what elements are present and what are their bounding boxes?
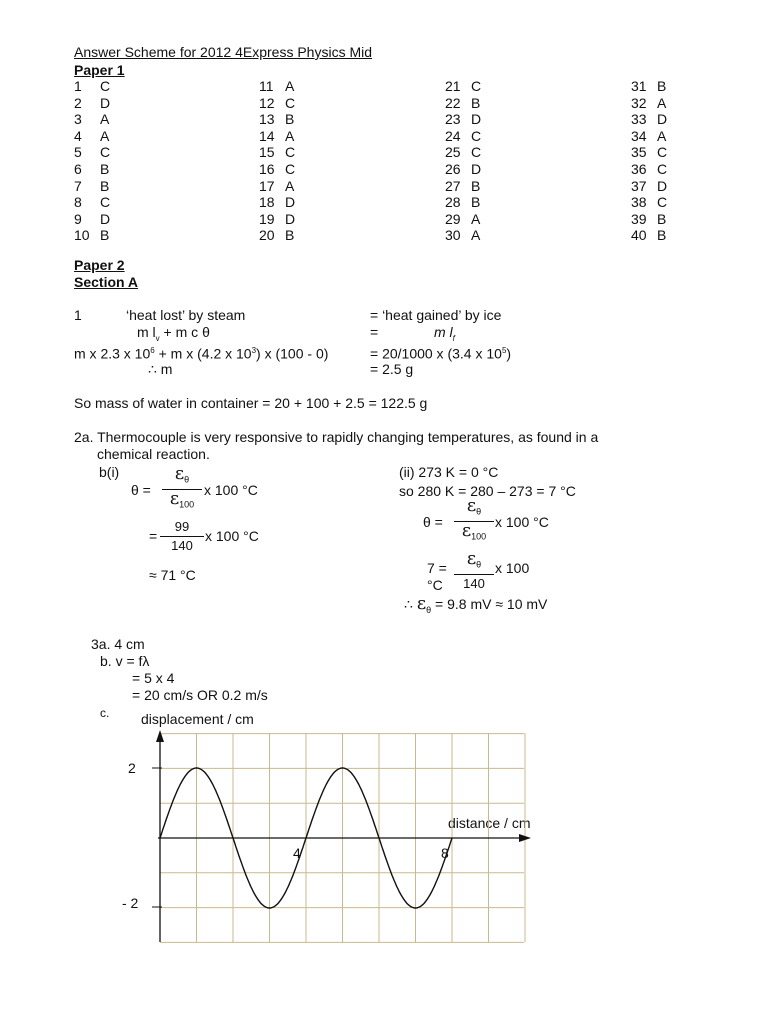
question-number: 32 (631, 94, 647, 111)
answer-letter: D (100, 94, 111, 111)
q2ii-line1: (ii) 273 K = 0 °C (399, 464, 499, 480)
q1-summary: So mass of water in container = 20 + 100 + 2.5 = 122.5 g (74, 395, 428, 411)
answer-letter: C (471, 127, 482, 144)
section-a-heading: Section A (74, 274, 139, 290)
answer-letter: D (657, 111, 668, 128)
answer-letter: A (100, 111, 110, 128)
q2ii-theta-eq: θ = (423, 514, 443, 530)
q1-number: 1 (74, 307, 82, 323)
question-number: 21 (445, 78, 461, 94)
graph-xlabel: distance / cm (448, 815, 531, 831)
question-number: 12 (259, 94, 275, 111)
y-axis-arrow (156, 730, 164, 742)
q2ii-degc: °C (427, 577, 443, 593)
answer-letter: A (657, 94, 667, 111)
question-number: 17 (259, 177, 275, 194)
answer-letter: C (100, 194, 111, 211)
q2ii-seven-eq: 7 = (427, 560, 447, 576)
question-number: 27 (445, 177, 461, 194)
q2ii-fraction-eps: $\varepsilon_\theta$ $\varepsilon_{100}$ (454, 498, 494, 544)
question-number: 20 (259, 227, 275, 244)
graph-ylabel: displacement / cm (141, 711, 254, 727)
question-number: 23 (445, 111, 461, 128)
answer-letter: B (100, 177, 110, 194)
answer-letter: B (471, 177, 481, 194)
answer-letter: D (285, 210, 296, 227)
answer-letter: C (285, 160, 296, 177)
answer-letter: B (657, 227, 667, 244)
graph-tick-x-8: 8 (441, 845, 449, 861)
question-number: 8 (74, 194, 82, 211)
answer-letter: D (285, 194, 296, 211)
question-number: 22 (445, 94, 461, 111)
q2a-line1: 2a. Thermocouple is very responsive to rapidly changing temperatures, as found in a (74, 429, 599, 445)
answer-letter: C (285, 144, 296, 161)
answer-letter: B (657, 210, 667, 227)
question-number: 3 (74, 111, 82, 128)
q1-line1-right: = ‘heat gained’ by ice (370, 307, 502, 323)
q2ii-times100: x 100 °C (495, 514, 549, 530)
q1-line4-right: = 2.5 g (370, 361, 414, 377)
question-number: 9 (74, 210, 82, 227)
answer-letter: C (100, 144, 111, 161)
answer-letter: A (100, 127, 110, 144)
q1-line2-left: m $l_v + m$ c θ (137, 324, 210, 343)
q2bi-fraction-eps: $\varepsilon_\theta$ $\varepsilon_{100}$ (162, 466, 202, 512)
paper2-heading: Paper 2 (74, 257, 125, 273)
answer-letter: D (657, 177, 668, 194)
q2bi-times100-b: x 100 °C (205, 528, 259, 544)
q2bi-times100: x 100 °C (204, 482, 258, 498)
q2ii-result: ∴ $\varepsilon_\theta = 9.8$ mV ≈ 10 mV (404, 593, 548, 615)
answer-letter: C (285, 94, 296, 111)
question-number: 34 (631, 127, 647, 144)
answer-letter: A (285, 78, 295, 94)
question-number: 7 (74, 177, 82, 194)
answer-letter: B (100, 160, 110, 177)
question-number: 30 (445, 227, 461, 244)
answer-letter: B (471, 194, 481, 211)
graph-tick-x-4: 4 (293, 845, 301, 861)
q1-line1-left: ‘heat lost’ by steam (126, 307, 246, 323)
answer-letter: B (285, 227, 295, 244)
answer-letter: A (657, 127, 667, 144)
question-number: 6 (74, 160, 82, 177)
q3c-label: c. (100, 706, 110, 720)
question-number: 28 (445, 194, 461, 211)
question-number: 39 (631, 210, 647, 227)
question-number: 4 (74, 127, 82, 144)
answer-letter: A (285, 177, 295, 194)
question-number: 37 (631, 177, 647, 194)
answer-letter: A (471, 210, 481, 227)
q2bi-theta-eq: θ = (131, 482, 151, 498)
answer-letter: C (657, 194, 668, 211)
q1-line4-left: ∴ m (148, 361, 173, 377)
graph-tick-y-neg: - 2 (122, 895, 139, 911)
question-number: 2 (74, 94, 82, 111)
question-number: 16 (259, 160, 275, 177)
graph-tick-y-pos: 2 (128, 760, 136, 776)
q1-line2-equals: = (370, 324, 379, 340)
question-number: 14 (259, 127, 275, 144)
paper1-heading: Paper 1 (74, 62, 125, 78)
question-number: 25 (445, 144, 461, 161)
q1-line3-left: m x 2.3 x $10^6 + m$ x (4.2 x $10^3$) x (100 - 0) (74, 345, 329, 362)
question-number: 24 (445, 127, 461, 144)
q2ii-line2: so 280 K = 280 – 273 = 7 °C (399, 483, 576, 499)
question-number: 1 (74, 78, 82, 94)
answer-letter: D (100, 210, 111, 227)
question-number: 11 (259, 78, 274, 94)
q2bi-result: ≈ 71 °C (149, 567, 196, 583)
answer-letter: B (285, 111, 295, 128)
q2ii-fraction-eps-140: $\varepsilon_\theta$ 140 (454, 551, 494, 592)
q3b-line1: b. v = fλ (100, 653, 150, 669)
q1-line2-right: m $l_f$ (434, 324, 455, 343)
answer-letter: C (471, 144, 482, 161)
q1-line3-right: = 20/1000 x (3.4 x $10^5$) (370, 345, 512, 362)
q2bi-fraction-99-140: 99 140 (160, 519, 204, 554)
question-number: 26 (445, 160, 461, 177)
q3b-line3: = 20 cm/s OR 0.2 m/s (132, 687, 268, 703)
answer-letter: D (471, 111, 482, 128)
q2bi-label: b(i) (99, 464, 120, 480)
answer-letter: D (471, 160, 482, 177)
question-number: 15 (259, 144, 275, 161)
question-number: 36 (631, 160, 647, 177)
question-number: 38 (631, 194, 647, 211)
answer-letter: C (657, 160, 668, 177)
question-number: 13 (259, 111, 275, 128)
answer-letter: B (471, 94, 481, 111)
answer-letter: C (657, 144, 668, 161)
answer-letter: B (100, 227, 110, 244)
question-number: 31 (631, 78, 647, 94)
question-number: 29 (445, 210, 461, 227)
q3b-line2: = 5 x 4 (132, 670, 175, 686)
q2ii-times100-b: x 100 (495, 560, 530, 576)
q2bi-eq2-prefix: = (149, 528, 158, 544)
answer-letter: C (471, 78, 482, 94)
question-number: 10 (74, 227, 90, 244)
question-number: 40 (631, 227, 647, 244)
question-number: 35 (631, 144, 647, 161)
answer-letter: B (657, 78, 667, 94)
document-title: Answer Scheme for 2012 4Express Physics Mid (74, 44, 373, 60)
q3a: 3a. 4 cm (91, 636, 145, 652)
q2a-line2: chemical reaction. (97, 446, 210, 462)
question-number: 33 (631, 111, 647, 128)
question-number: 18 (259, 194, 275, 211)
question-number: 19 (259, 210, 275, 227)
answer-letter: C (100, 78, 111, 94)
answer-letter: A (285, 127, 295, 144)
answer-letter: A (471, 227, 481, 244)
question-number: 5 (74, 144, 82, 161)
